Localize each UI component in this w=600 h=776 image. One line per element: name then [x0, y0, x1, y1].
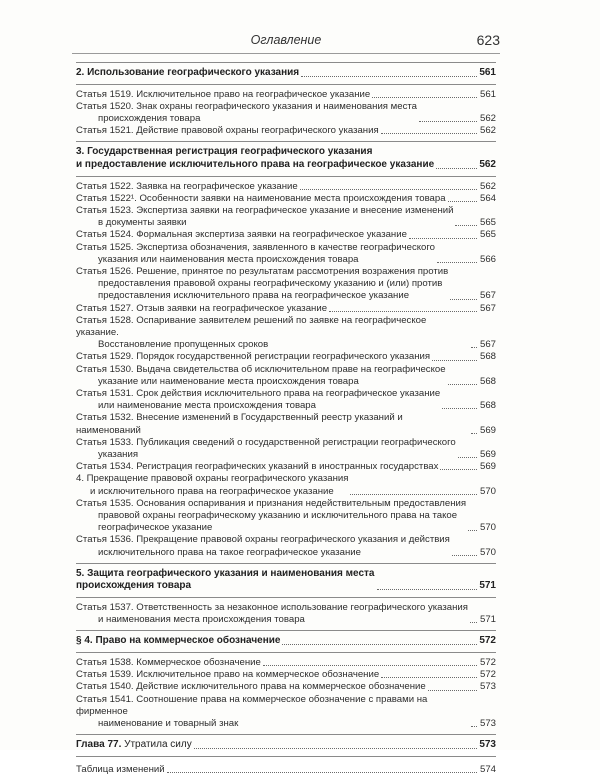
- entry-page-number: 568: [479, 375, 496, 387]
- toc-article[interactable]: [76, 694, 496, 731]
- entry-page-number: 569: [479, 461, 496, 473]
- toc-article[interactable]: [76, 303, 496, 315]
- entry-page-number: 572: [479, 635, 496, 647]
- entry-title-line: и наименования места происхождения товара: [98, 614, 305, 626]
- entry-page-number: 571: [479, 614, 496, 626]
- entry-title-line: Статья 1525. Экспертиза обозначения, заявленного в качестве географического: [76, 241, 436, 253]
- dot-leader: [442, 408, 477, 409]
- running-header: [72, 31, 500, 51]
- header-divider: [72, 53, 500, 54]
- entry-page-number: 567: [479, 339, 496, 351]
- entry-title-line: Статья 1529. Порядок государственной регистрации географического указания: [76, 351, 431, 363]
- entry-title-line: Таблица изменений: [76, 763, 165, 775]
- section-divider: [76, 141, 496, 142]
- entry-page-number: 570: [479, 546, 496, 558]
- dot-leader: [381, 677, 477, 678]
- dot-leader: [428, 690, 477, 691]
- entry-title-line: Статья 1540. Действие исключительного права на коммерческое обозначение: [76, 681, 426, 693]
- toc-article-title: [76, 461, 438, 473]
- section-divider: [76, 734, 496, 735]
- dot-leader: [437, 262, 477, 263]
- entry-page-number: 562: [479, 180, 496, 192]
- toc-article[interactable]: [76, 437, 496, 461]
- entry-page-number: 567: [479, 302, 496, 314]
- page-number: 623: [476, 32, 500, 48]
- entry-title-line: § 4. Право на коммерческое обозначение: [76, 635, 281, 647]
- entry-page-number: 567: [479, 290, 496, 302]
- toc-article[interactable]: [76, 602, 496, 626]
- entry-title-line: Статья 1538. Коммерческое обозначение: [76, 657, 261, 669]
- toc-article-title: [76, 125, 379, 137]
- entry-title-line: указания или наименования места происхождения товара: [98, 253, 359, 265]
- dot-leader: [329, 311, 477, 312]
- entry-title-line: или наименование места происхождения товара: [98, 400, 316, 412]
- entry-title-line: 3. Государственная регистрация географического указания: [76, 146, 373, 158]
- entry-page-number: 569: [479, 449, 496, 461]
- section-divider: [76, 652, 496, 653]
- section-divider: [76, 630, 496, 631]
- toc-section-heading[interactable]: [76, 635, 496, 648]
- entry-title-line: Статья 1528. Оспаривание заявителем решений по заявке на географическое указание.: [76, 314, 427, 339]
- toc-article[interactable]: [76, 315, 496, 352]
- entry-page-number: 570: [479, 485, 496, 497]
- dot-leader: [263, 665, 477, 666]
- toc-article-title: [76, 498, 466, 535]
- toc-appendix-entry-title: [76, 764, 165, 776]
- toc-article-title: [76, 303, 327, 315]
- section-divider: [76, 176, 496, 177]
- dot-leader: [377, 589, 478, 590]
- entry-title-line: Статья 1520. Знак охраны географического указания и наименования места: [76, 100, 418, 112]
- entry-title-line: Статья 1539. Исключительное право на коммерческое обозначение: [76, 669, 380, 681]
- toc-article-title: [76, 669, 379, 681]
- entry-page-number: 573: [479, 718, 496, 730]
- entry-title-line: в документы заявки: [98, 217, 187, 229]
- toc-article-title: [76, 242, 435, 266]
- toc-article-title: [76, 657, 261, 669]
- toc-article-title: [76, 602, 468, 626]
- toc-section-heading[interactable]: [76, 67, 496, 80]
- entry-title-line: предоставления исключительного права на географическое указание: [98, 290, 410, 302]
- toc-article[interactable]: [76, 351, 496, 363]
- toc-article-title: [76, 205, 453, 229]
- toc-article[interactable]: [76, 101, 496, 125]
- table-of-contents: [76, 58, 496, 776]
- toc-article[interactable]: [76, 229, 496, 241]
- toc-article[interactable]: [76, 181, 496, 193]
- dot-leader: [194, 748, 477, 749]
- dot-leader: [419, 121, 477, 122]
- entry-title-line: указания: [98, 449, 139, 461]
- entry-title-line: Статья 1519. Исключительное право на географическое указание: [76, 88, 371, 100]
- entry-title-line: Статья 1524. Формальная экспертиза заявки на географическое указание: [76, 229, 407, 241]
- entry-page-number: 565: [479, 217, 496, 229]
- entry-title-line: Статья 1523. Экспертиза заявки на географическое указание и внесение изменений: [76, 205, 454, 216]
- toc-article[interactable]: [76, 89, 496, 101]
- toc-article[interactable]: [76, 205, 496, 229]
- dot-leader: [470, 622, 477, 623]
- entry-title-line: происхождения товара: [76, 580, 192, 592]
- entry-title-line: и исключительного права на географическое указание: [90, 485, 334, 497]
- toc-section-heading-title: [76, 146, 434, 171]
- dot-leader: [350, 494, 477, 495]
- toc-article[interactable]: [76, 193, 496, 205]
- toc-article[interactable]: [76, 461, 496, 473]
- dot-leader: [381, 133, 477, 134]
- entry-title-line: исключительного права на такое географическое указание: [98, 546, 361, 558]
- section-divider: [76, 597, 496, 598]
- entry-page-number: 562: [479, 125, 496, 137]
- dot-leader: [448, 384, 477, 385]
- toc-article[interactable]: [76, 657, 496, 669]
- toc-section-heading-title: [76, 635, 280, 648]
- entry-page-number: 573: [479, 681, 496, 693]
- dot-leader: [436, 168, 477, 169]
- toc-article[interactable]: [76, 125, 496, 137]
- entry-title-line: Статья 1535. Основания оспаривания и признания недействительным предоставления: [76, 497, 467, 509]
- entry-title-line: и предоставление исключительного права на географическое указание: [76, 159, 435, 170]
- toc-article-title: [76, 534, 450, 558]
- chapter-title: Утратила силу: [124, 739, 192, 751]
- dot-leader: [471, 347, 477, 348]
- toc-chapter[interactable]: [76, 739, 496, 752]
- dot-leader: [448, 201, 477, 202]
- dot-leader: [300, 189, 477, 190]
- toc-article-title: [76, 89, 370, 101]
- toc-appendix-entry[interactable]: [76, 764, 496, 776]
- toc-subsection-title: [76, 473, 348, 497]
- entry-title-line: географическое указание: [98, 522, 213, 534]
- toc-article[interactable]: [76, 669, 496, 681]
- dot-leader: [471, 433, 477, 434]
- toc-article-title: [76, 437, 456, 461]
- toc-article-title: [76, 193, 446, 205]
- toc-article[interactable]: [76, 412, 496, 436]
- dot-leader: [432, 360, 477, 361]
- toc-article[interactable]: [76, 266, 496, 303]
- entry-title-line: Статья 1532. Внесение изменений в Государственный реестр указаний и наименований: [76, 412, 403, 436]
- entry-title-line: правовой охраны географическому указанию и исключительного права на такое: [98, 510, 458, 522]
- entry-page-number: 568: [479, 400, 496, 412]
- entry-page-number: 569: [479, 424, 496, 436]
- entry-page-number: 570: [479, 522, 496, 534]
- entry-title-line: Статья 1537. Ответственность за незаконное использование географического указания: [76, 602, 468, 614]
- entry-title-line: Статья 1530. Выдача свидетельства об исключительном праве на географическое: [76, 363, 446, 375]
- toc-section-heading-title: [76, 568, 375, 593]
- toc-article-title: [76, 315, 469, 352]
- entry-title-line: происхождения товара: [98, 113, 201, 124]
- toc-article[interactable]: [76, 681, 496, 693]
- toc-article[interactable]: [76, 498, 496, 535]
- dot-leader: [409, 238, 477, 239]
- entry-title-line: Статья 1522. Заявка на географическое указание: [76, 180, 298, 192]
- dot-leader: [440, 469, 477, 470]
- entry-title-line: 2. Использование географического указания: [76, 67, 300, 78]
- dot-leader: [372, 97, 477, 98]
- toc-article-title: [76, 364, 446, 388]
- entry-page-number: 566: [479, 253, 496, 265]
- entry-page-number: 561: [479, 67, 496, 78]
- entry-title-line: Статья 1522¹. Особенности заявки на наименование места происхождения товара: [76, 192, 446, 204]
- dot-leader: [167, 772, 477, 773]
- dot-leader: [301, 76, 477, 77]
- entry-title-line: Статья 1536. Прекращение правовой охраны географического указания и действия: [76, 534, 450, 546]
- dot-leader: [450, 299, 477, 300]
- entry-page-number: 572: [479, 657, 496, 669]
- toc-article-title: [76, 181, 298, 193]
- section-divider: [76, 84, 496, 85]
- section-divider: [76, 756, 496, 757]
- toc-section-heading[interactable]: [76, 568, 496, 593]
- entry-title-line: предоставления правовой охраны географическому указанию и (или) против: [98, 278, 443, 290]
- entry-page-number: 574: [479, 763, 496, 775]
- toc-article-title: [76, 388, 440, 412]
- toc-subsection[interactable]: [76, 473, 496, 497]
- toc-section-heading[interactable]: [76, 146, 496, 171]
- entry-title-line: наименование и товарный знак: [98, 718, 239, 730]
- entry-title-line: 5. Защита географического указания и наименования места: [76, 567, 375, 579]
- entry-page-number: 572: [479, 669, 496, 681]
- section-divider: [76, 62, 496, 63]
- entry-title-line: Статья 1527. Отзыв заявки на географическое указание: [76, 302, 328, 314]
- toc-article-title: [76, 694, 469, 731]
- entry-title-line: 4. Прекращение правовой охраны географического указания: [76, 473, 349, 485]
- dot-leader: [468, 530, 477, 531]
- dot-leader: [458, 457, 477, 458]
- dot-leader: [282, 644, 477, 645]
- toc-article[interactable]: [76, 242, 496, 266]
- toc-chapter-title: [76, 739, 192, 752]
- entry-page-number: 568: [479, 351, 496, 363]
- dot-leader: [455, 225, 477, 226]
- entry-page-number: 562: [479, 113, 496, 124]
- toc-article[interactable]: [76, 364, 496, 388]
- entry-title-line: Статья 1541. Соотношение права на коммерческое обозначение с правами на фирменное: [76, 693, 428, 717]
- dot-leader: [452, 555, 477, 556]
- toc-article-title: [76, 412, 469, 436]
- entry-page-number: 573: [479, 739, 496, 751]
- dot-leader: [471, 726, 477, 727]
- toc-section-heading-title: [76, 67, 299, 80]
- entry-title-line: Статья 1531. Срок действия исключительного права на географическое указание: [76, 388, 441, 400]
- entry-page-number: 565: [479, 229, 496, 241]
- entry-title-line: Восстановление пропущенных сроков: [98, 339, 269, 351]
- entry-page-number: 562: [479, 159, 496, 170]
- entry-title-line: [76, 739, 192, 752]
- entry-title-line: указание или наименование места происхождения товара: [98, 375, 359, 387]
- entry-title-line: Статья 1533. Публикация сведений о государственной регистрации географического: [76, 436, 456, 448]
- chapter-label: Глава 77.: [76, 739, 125, 751]
- entry-page-number: 561: [479, 88, 496, 100]
- toc-article-title: [76, 266, 448, 303]
- entry-title-line: Статья 1521. Действие правовой охраны географического указания: [76, 125, 379, 137]
- section-divider: [76, 563, 496, 564]
- entry-title-line: Статья 1526. Решение, принятое по результатам рассмотрения возражения против: [76, 266, 449, 278]
- toc-article[interactable]: [76, 388, 496, 412]
- entry-page-number: 571: [479, 580, 496, 592]
- toc-article-title: [76, 101, 417, 125]
- entry-page-number: 564: [479, 192, 496, 204]
- toc-article-title: [76, 229, 407, 241]
- entry-title-line: Статья 1534. Регистрация географических указаний в иностранных государствах: [76, 461, 439, 473]
- toc-article-title: [76, 351, 430, 363]
- toc-article[interactable]: [76, 534, 496, 558]
- header-title: Оглавление: [250, 33, 322, 47]
- toc-article-title: [76, 681, 426, 693]
